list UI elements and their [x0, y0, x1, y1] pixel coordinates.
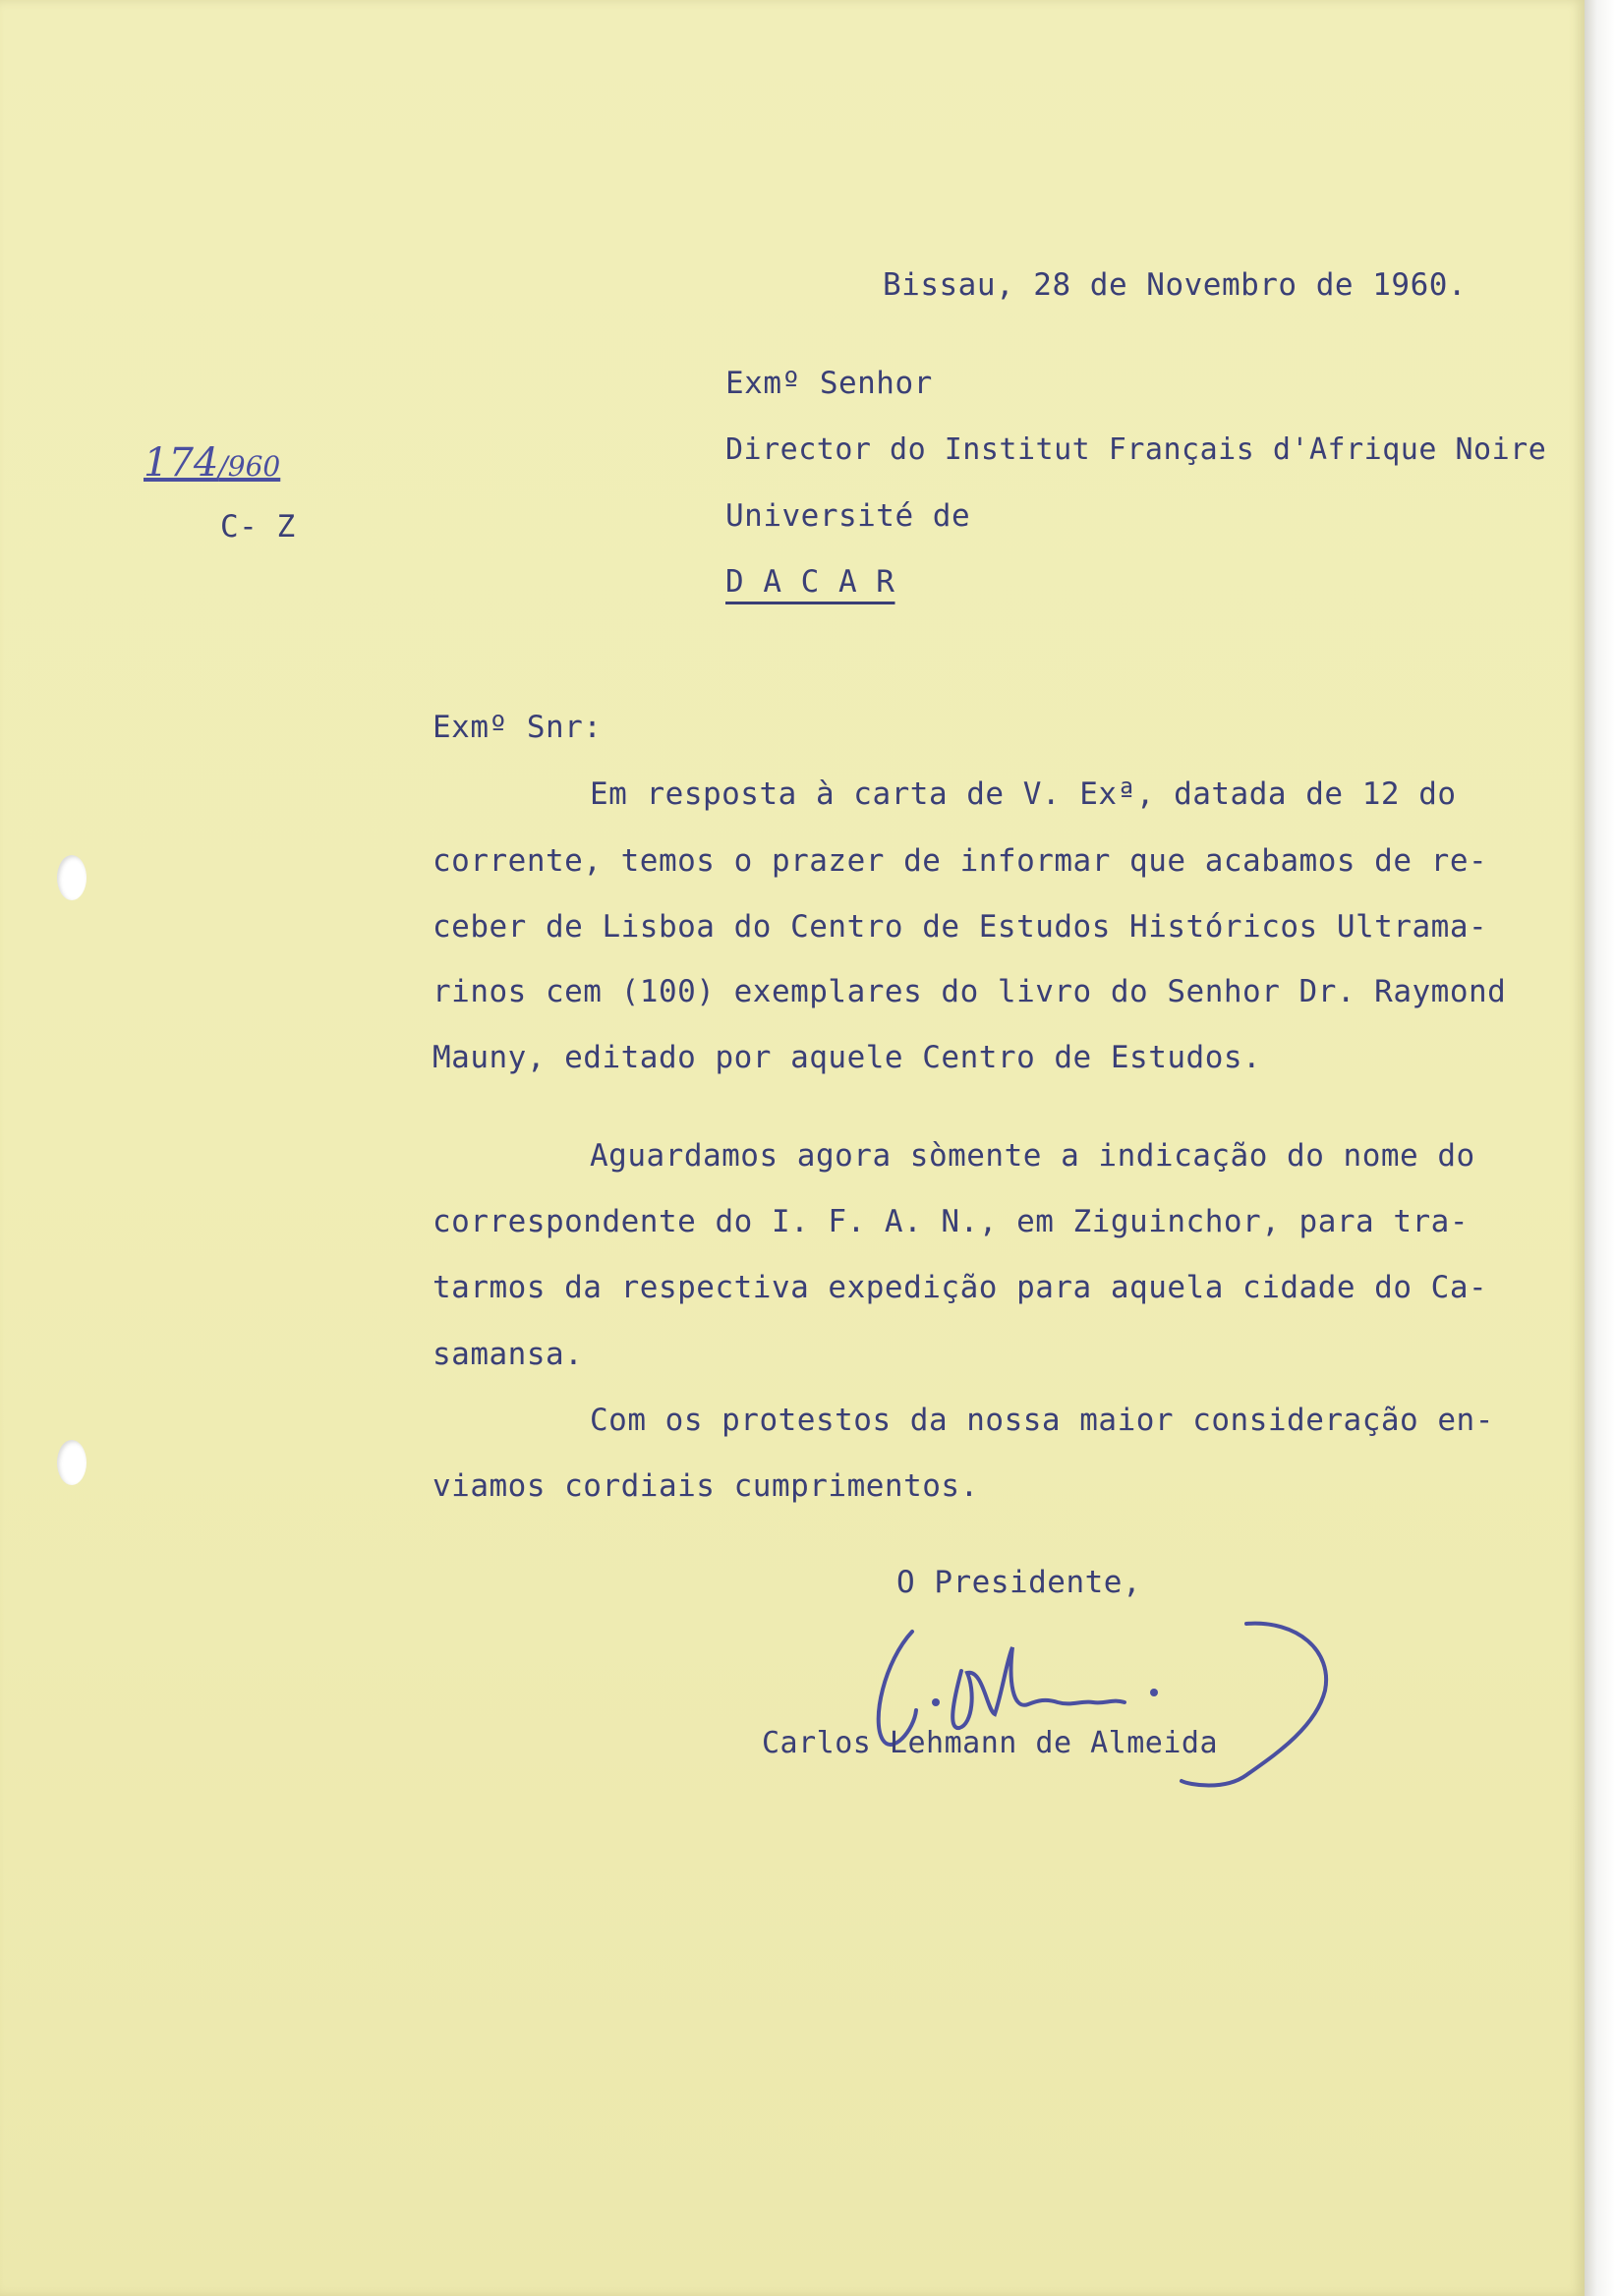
paragraph-2-line-4: samansa. — [433, 1337, 584, 1372]
signatory-name: Carlos Lehmann de Almeida — [762, 1726, 1219, 1760]
reference-code: C- Z — [220, 509, 296, 545]
handwritten-reference — [144, 440, 280, 486]
reference-number: 174 — [144, 440, 219, 486]
recipient-line-3: Université de — [725, 498, 971, 534]
recipient-line-2: Director do Institut Français d'Afrique Noire — [725, 432, 1547, 467]
paragraph-1-line-3: ceber de Lisboa do Centro de Estudos Históricos Ultrama- — [433, 909, 1488, 945]
paragraph-2-line-2: correspondente do I. F. A. N., em Ziguinchor, para tra- — [433, 1204, 1469, 1239]
paragraph-2-line-3: tarmos da respectiva expedição para aquela cidade do Ca- — [433, 1270, 1488, 1305]
paragraph-1-line-2: corrente, temos o prazer de informar que acabamos de re- — [433, 843, 1488, 879]
paragraph-1-line-5: Mauny, editado por aquele Centro de Estudos. — [433, 1040, 1262, 1075]
recipient-line-1: Exmº Senhor — [725, 366, 933, 401]
paragraph-1-line-1: Em resposta à carta de V. Exª, datada de 12 do — [590, 776, 1457, 812]
paragraph-1-line-4: rinos cem (100) exemplares do livro do Senhor Dr. Raymond — [433, 974, 1507, 1009]
punch-hole-top — [57, 855, 87, 900]
reference-year: /960 — [218, 450, 281, 483]
signature-scribble — [865, 1612, 1376, 1789]
recipient-city: D A C A R — [725, 564, 895, 600]
punch-hole-bottom — [57, 1440, 87, 1485]
closing: O Presidente, — [896, 1565, 1142, 1600]
letter-date: Bissau, 28 de Novembro de 1960. — [883, 267, 1468, 303]
paper-edge — [1585, 0, 1615, 2296]
paragraph-3-line-2: viamos cordiais cumprimentos. — [433, 1468, 979, 1504]
paragraph-3-line-1: Com os protestos da nossa maior consideração en- — [590, 1403, 1494, 1438]
paragraph-2-line-1: Aguardamos agora sòmente a indicação do nome do — [590, 1138, 1475, 1174]
salutation: Exmº Snr: — [433, 710, 603, 745]
